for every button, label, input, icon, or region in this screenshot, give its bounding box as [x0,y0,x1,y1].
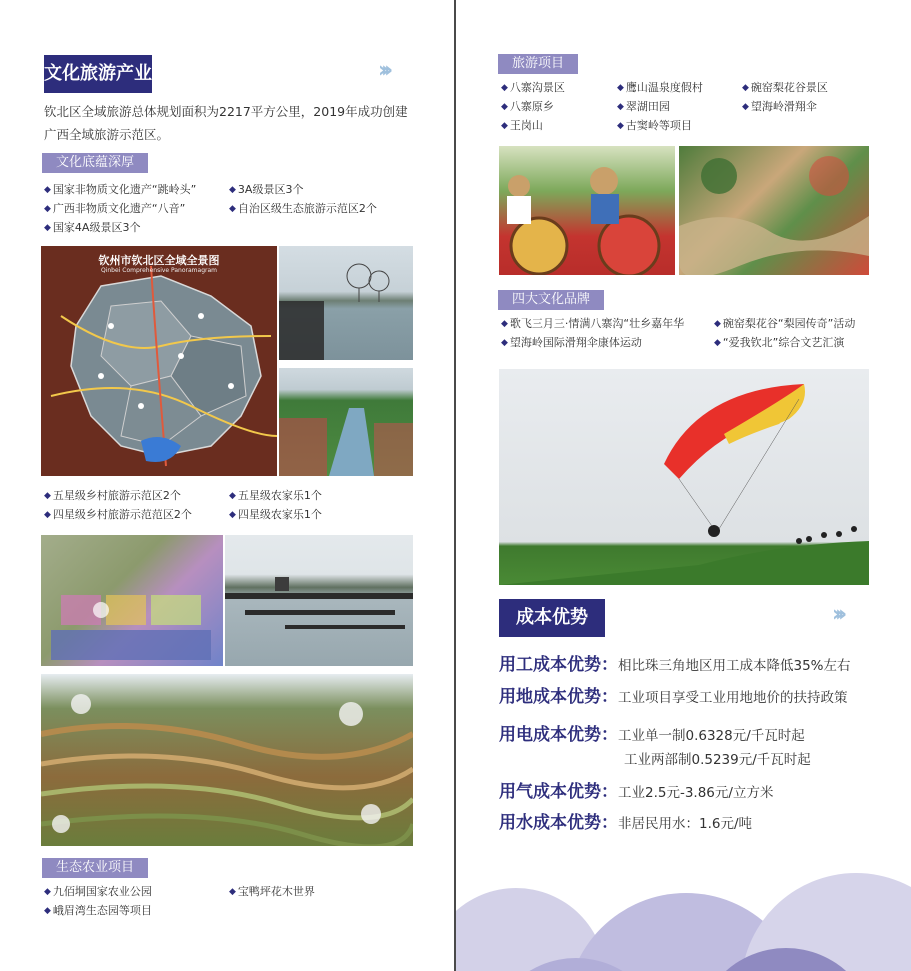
tag-culture-brands: 四大文化品牌 [498,290,604,310]
list-item: ◆ 四星级乡村旅游示范范区2个 [44,505,192,526]
cost-label: 用工成本优势： [499,655,618,675]
cost-row-water [499,808,752,833]
section-title-culture-tourism: 文化旅游产业 [44,55,152,93]
list-item: ◆ 九佰垌国家农业公园 [44,882,152,903]
list-item: ◆ 峨眉湾生态园等项目 [44,901,152,922]
section-title-cost-advantage: 成本优势 [499,599,605,637]
tag-culture: 文化底蕴深厚 [42,153,148,173]
list-item: ◆ 广西非物质文化遗产“八音” [44,199,185,220]
list-item: ◆ 碗窑梨花谷景区 [742,78,828,99]
list-item: ◆ 翠湖田园 [617,97,670,118]
boardwalk-lake-photo [225,535,413,666]
river-festival-photo [279,368,413,476]
festival-food-photo [499,146,675,275]
cost-row-electricity [499,720,805,745]
cost-label: 用地成本优势： [499,687,618,707]
list-item: ◆ 鹰山温泉度假村 [617,78,703,99]
map-subtitle: Qinbei Comprehensive Panoramagram [100,267,217,274]
list-item: ◆ 八寨沟景区 [501,78,565,99]
list-item: ◆ 四星级农家乐1个 [229,505,322,526]
list-item: ◆ 望海岭滑翔伞 [742,97,817,118]
list-item: ◆ 古窦岭等项目 [617,116,692,137]
list-item: ◆ 自治区级生态旅游示范区2个 [229,199,377,220]
cost-text: 工业两部制0.5239元/千瓦时起 [624,752,811,768]
cost-text: 工业单一制0.6328元/千瓦时起 [618,728,805,744]
flower-fields-photo [41,535,223,666]
map-title: 钦州市钦北区全域全景图 [98,254,220,267]
page-fold-divider [454,0,456,971]
list-item: ◆ 王岗山 [501,116,543,137]
aerial-reservoir-photo [679,146,869,275]
cost-text: 工业项目享受工业用地地价的扶持政策 [618,690,848,706]
list-item: ◆ “爱我钦北”综合文艺汇演 [714,333,844,354]
list-item: ◆ 国家4A级景区3个 [44,218,140,239]
cost-text: 相比珠三角地区用工成本降低35%左右 [618,658,851,674]
list-item: ◆ 国家非物质文化遗产“跳岭头” [44,180,196,201]
cost-label: 用水成本优势： [499,813,618,833]
chevron-right-icon: ››› [832,602,842,627]
list-item: ◆ 五星级农家乐1个 [229,486,322,507]
tag-eco-agriculture: 生态农业项目 [42,858,148,878]
list-item: ◆ 望海岭国际滑翔伞康体运动 [501,333,642,354]
chevron-right-icon: ››› [378,58,388,83]
cost-row-gas [499,777,773,802]
cost-row-land [499,682,848,707]
decorative-bubbles [456,838,911,971]
list-item: ◆ 五星级乡村旅游示范区2个 [44,486,181,507]
cost-row-electricity-2 [624,748,811,768]
tag-tourism-projects: 旅游项目 [498,54,578,74]
list-item: ◆ 宝鸭坪花木世界 [229,882,315,903]
panorama-map-image [41,246,277,476]
list-item: ◆ 碗窑梨花谷“梨园传奇”活动 [714,314,855,335]
list-item: ◆ 3A级景区3个 [229,180,303,201]
intro-text: 钦北区全域旅游总体规划面积为2217平方公里，2019年成功创建广西全域旅游示范区。 [44,104,408,142]
cost-row-labor [499,650,851,675]
cost-label: 用气成本优势： [499,782,618,802]
cost-label: 用电成本优势： [499,725,618,745]
cost-text: 非居民用水：1.6元/吨 [618,816,753,832]
list-item: ◆ 八寨原乡 [501,97,554,118]
cost-text: 工业2.5元-3.86元/立方米 [618,785,774,801]
list-item: ◆ 歌飞三月三·情满八寨沟“壮乡嘉年华 [501,314,684,335]
paraglider-photo [499,369,869,585]
lake-wheel-photo [279,246,413,360]
terraced-fields-photo [41,674,413,846]
